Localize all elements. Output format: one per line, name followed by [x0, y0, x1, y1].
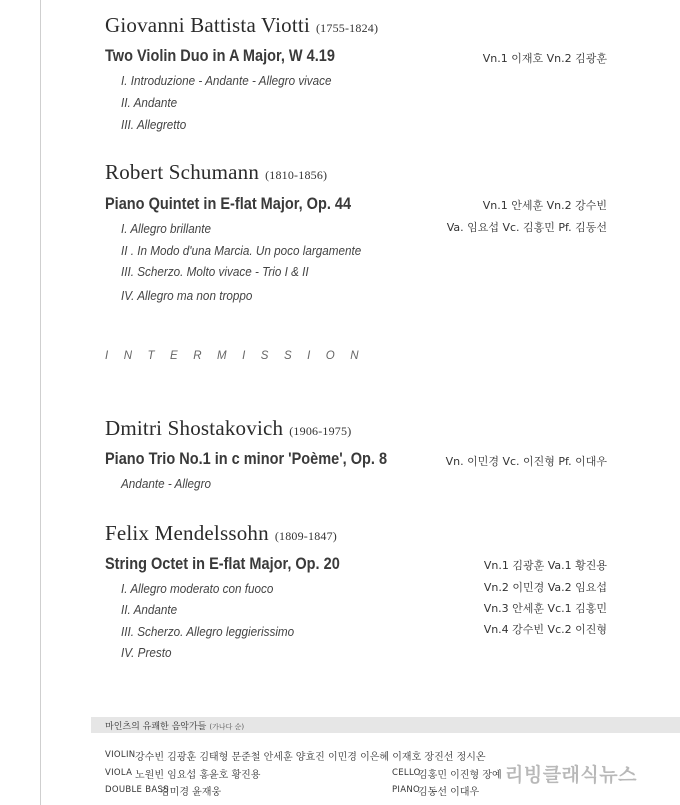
performers: Vn.3 안세훈 Vc.1 김홍민 — [483, 602, 607, 615]
movement: II. Andante — [121, 602, 178, 617]
watermark-logo: 리빙클래식뉴스 — [505, 764, 637, 786]
movement: Andante - Allegro — [121, 476, 211, 491]
composer-name: Felix Mendelssohn (1809-1847) — [105, 521, 338, 545]
movement: I. Allegro moderato con fuoco — [121, 581, 274, 596]
work-title: Piano Trio No.1 in c minor 'Poème', Op. 8 — [105, 450, 388, 468]
movement: IV. Allegro ma non troppo — [121, 288, 253, 303]
performers: Vn.4 강수빈 Vc.2 이진형 — [483, 623, 607, 636]
performers: Vn.1 김광훈 Va.1 황진용 — [483, 559, 607, 572]
composer-name: Dmitri Shostakovich (1906-1975) — [105, 416, 352, 440]
intermission-label: INTERMISSION — [105, 350, 375, 362]
instrument-label-double-bass: DOUBLE BASS — [105, 785, 169, 795]
double-bass-members: 김미경 윤재웅 — [160, 787, 222, 798]
movement: IV. Presto — [121, 645, 172, 660]
work-title: Two Violin Duo in A Major, W 4.19 — [105, 47, 335, 65]
instrument-label-cello: CELLO — [392, 768, 421, 778]
violin-members: 강수빈 김광훈 김태형 문준철 안세훈 양효진 이민경 이은혜 이재호 장진선 정시온 — [135, 752, 486, 763]
composer-years: (1810-1856) — [265, 168, 328, 182]
composer-name: Robert Schumann (1810-1856) — [105, 160, 328, 184]
performers: Vn.1 안세훈 Vn.2 강수빈 — [482, 199, 607, 212]
composer-years: (1755-1824) — [315, 21, 379, 35]
work-title: String Octet in E-flat Major, Op. 20 — [105, 555, 340, 573]
page-margin-line — [40, 0, 41, 805]
movement: III. Scherzo. Molto vivace - Trio I & II — [121, 264, 309, 279]
performers: Vn.2 이민경 Va.2 임요섭 — [483, 581, 607, 594]
movement: II. Andante — [121, 95, 178, 110]
viola-members: 노원빈 임요섭 홍윤호 황진용 — [135, 770, 261, 781]
members-subtitle: (가나다 순) — [209, 723, 245, 731]
members-title: 마인츠의 유쾌한 음악가들 (가나다 순) — [105, 722, 245, 732]
composer-name: Giovanni Battista Viotti (1755-1824) — [105, 13, 379, 37]
composer-years: (1906-1975) — [289, 424, 352, 438]
piano-members: 김동선 이대우 — [418, 787, 480, 798]
movement: III. Allegretto — [121, 117, 187, 132]
composer-years: (1809-1847) — [274, 529, 338, 543]
instrument-label-violin: VIOLIN — [105, 750, 136, 760]
movement: II . In Modo d'una Marcia. Un poco largamente — [121, 243, 362, 258]
movement: III. Scherzo. Allegro leggierissimo — [121, 624, 295, 639]
instrument-label-piano: PIANO — [392, 785, 420, 795]
cello-members: 김홍민 이진형 장예 — [418, 770, 502, 781]
performers: Vn. 이민경 Vc. 이진형 Pf. 이대우 — [445, 455, 607, 468]
movement: I. Introduzione - Andante - Allegro vivace — [121, 73, 332, 88]
performers: Vn.1 이재호 Vn.2 김광훈 — [482, 52, 607, 65]
performers: Va. 임요섭 Vc. 김홍민 Pf. 김동선 — [446, 221, 607, 234]
work-title: Piano Quintet in E-flat Major, Op. 44 — [105, 195, 352, 213]
movement: I. Allegro brillante — [121, 221, 211, 236]
instrument-label-viola: VIOLA — [105, 768, 133, 778]
